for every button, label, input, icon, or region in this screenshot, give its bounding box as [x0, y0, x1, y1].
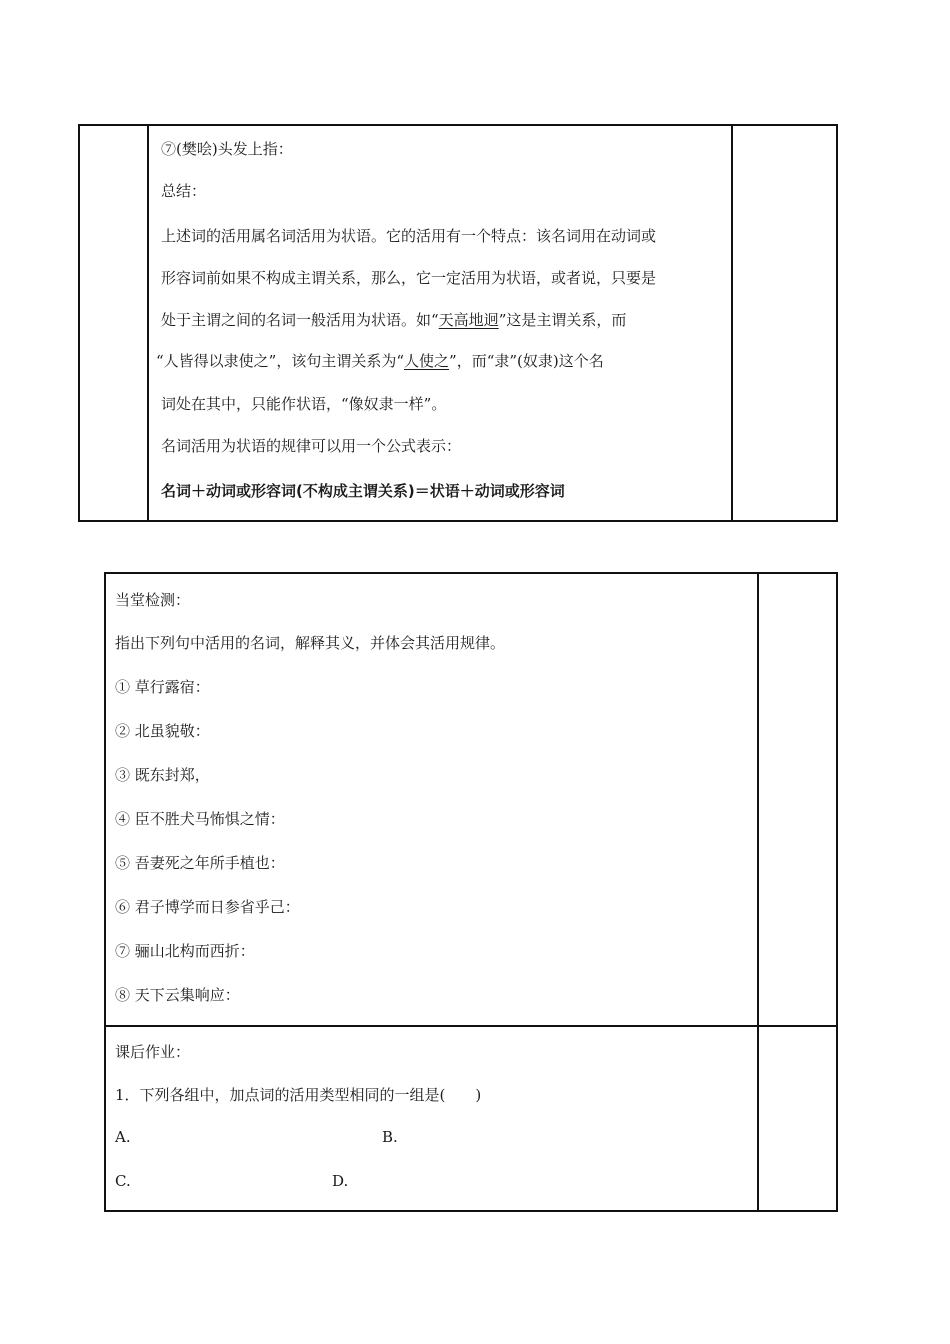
table-2 [104, 572, 838, 1212]
table-1 [78, 124, 838, 522]
column-divider [757, 574, 759, 1210]
example-phrase: 天高地迥 [438, 311, 499, 329]
exercise-item: ⑧ 天下云集响应： [115, 986, 240, 1004]
summary-line-4 [156, 350, 604, 371]
column-divider [147, 126, 149, 520]
homework-question: 1．下列各组中，加点词的活用类型相同的一组是( ) [115, 1086, 482, 1104]
exercise-item: ⑥ 君子博学而日参省乎己： [115, 898, 300, 916]
text: “人皆得以隶使之”，该句主谓关系为“ [156, 352, 405, 370]
exercise-item: ④ 臣不胜犬马怖惧之情： [115, 810, 285, 828]
option-a: A. [115, 1128, 131, 1146]
rule-intro: 名词活用为状语的规律可以用一个公式表示： [161, 437, 462, 455]
text: ”这是主谓关系，而 [498, 311, 627, 329]
check-title: 当堂检测： [115, 591, 191, 609]
column-divider [731, 126, 733, 520]
exercise-item: ⑦ 骊山北构而西折： [115, 942, 255, 960]
exercise-item: ⑤ 吾妻死之年所手植也： [115, 854, 285, 872]
summary-line-5: 词处在其中，只能作状语，“像奴隶一样”。 [161, 395, 447, 413]
item-7: ⑦(樊哙)头发上指： [161, 140, 293, 158]
exercise-item: ③ 既东封郑， [115, 766, 210, 784]
summary-line-2: 形容词前如果不构成主谓关系，那么，它一定活用为状语，或者说，只要是 [161, 269, 657, 287]
option-d: D. [332, 1172, 349, 1190]
homework-title: 课后作业： [115, 1043, 191, 1061]
summary-line-3 [161, 309, 626, 330]
summary-label: 总结： [161, 182, 207, 200]
option-b: B. [382, 1128, 398, 1146]
text: ”，而“隶”(奴隶)这个名 [449, 352, 604, 370]
instruction: 指出下列句中活用的名词，解释其义，并体会其活用规律。 [115, 634, 506, 652]
exercise-item: ① 草行露宿： [115, 678, 210, 696]
text: 处于主谓之间的名词一般活用为状语。如“ [161, 311, 439, 329]
example-phrase: 人使之 [404, 352, 450, 370]
row-divider [106, 1025, 836, 1027]
exercise-item: ② 北虽貌敬： [115, 722, 210, 740]
option-c: C. [115, 1172, 131, 1190]
summary-line-1: 上述词的活用属名词活用为状语。它的活用有一个特点：该名词用在动词或 [161, 227, 657, 245]
formula: 名词＋动词或形容词(不构成主谓关系)＝状语＋动词或形容词 [161, 482, 565, 500]
